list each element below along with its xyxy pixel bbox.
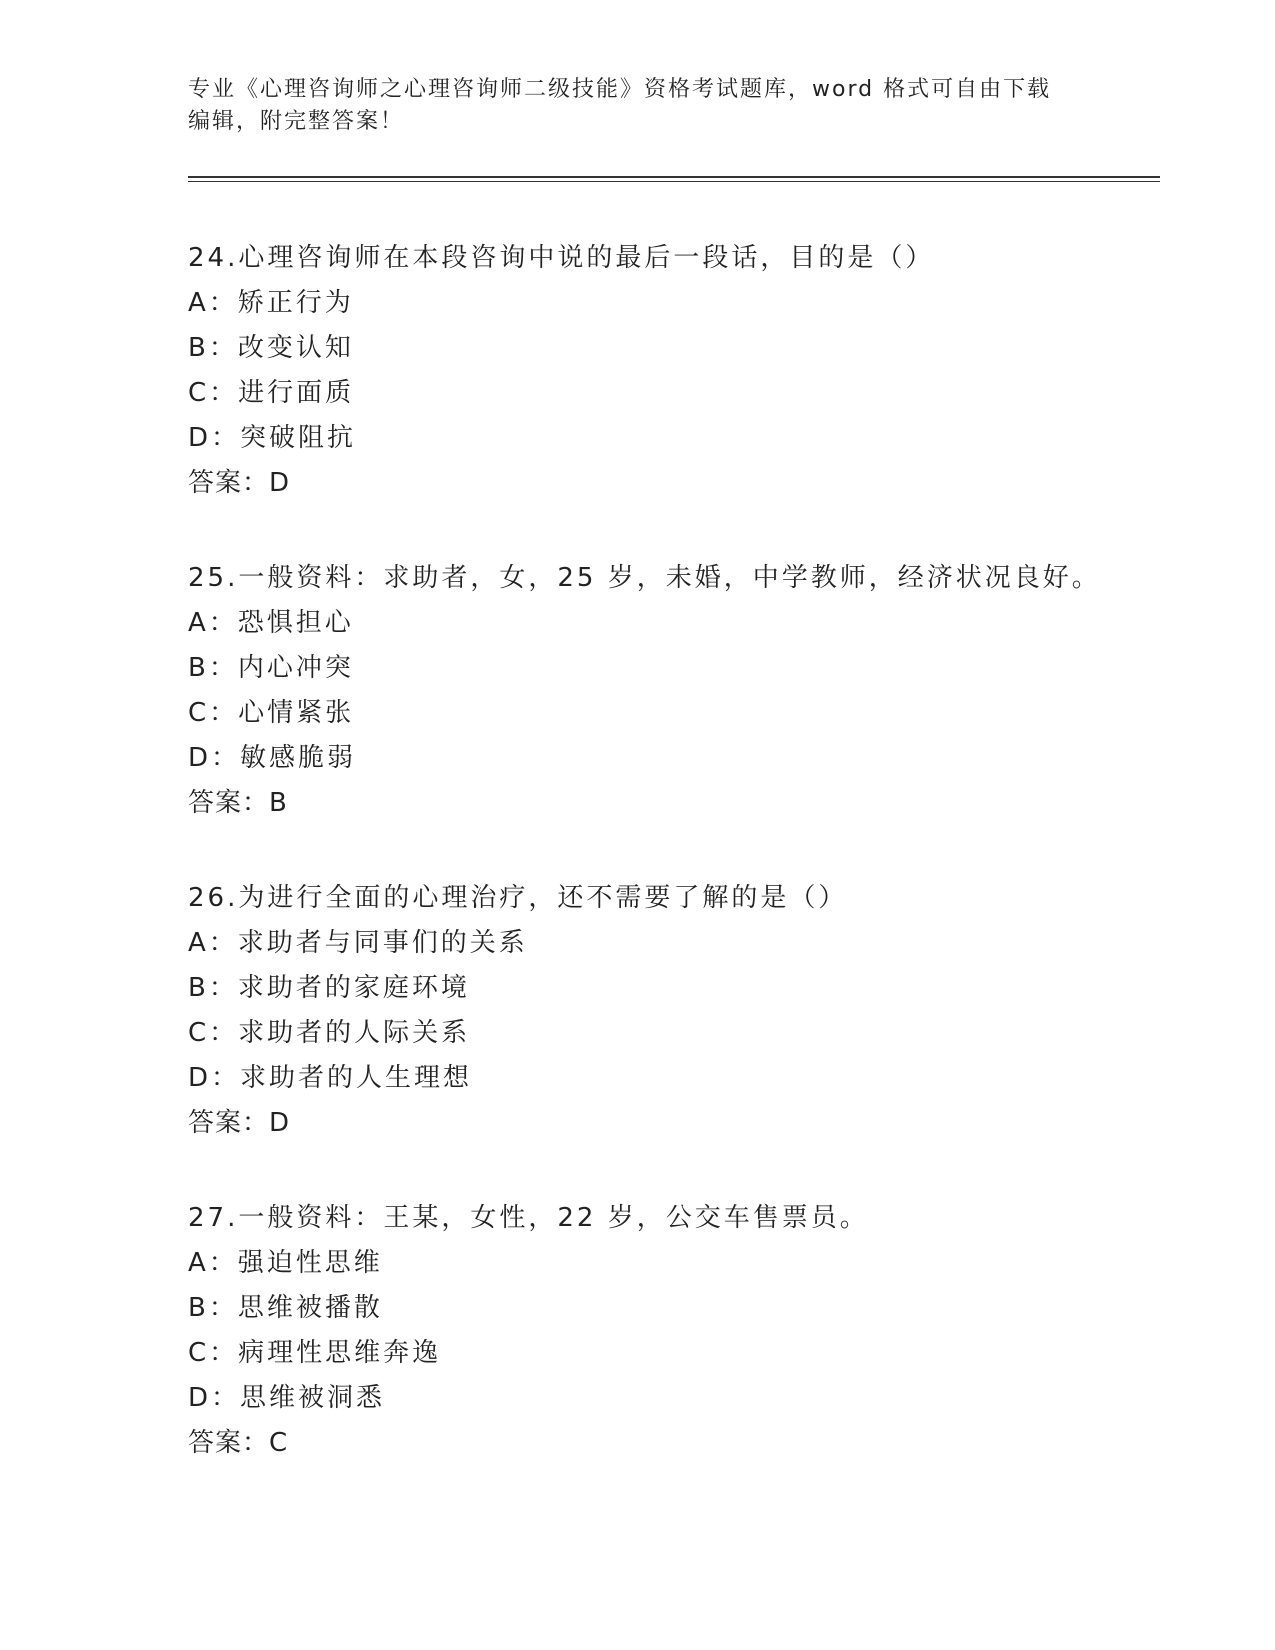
question-text: 24.心理咨询师在本段咨询中说的最后一段话，目的是（） — [188, 243, 935, 273]
question-text: 25.一般资料：求助者，女，25 岁，未婚，中学教师，经济状况良好。 — [188, 563, 1101, 593]
option-d: D：突破阻抗 — [188, 423, 357, 453]
question-text: 27.一般资料：王某，女性，22 岁，公交车售票员。 — [188, 1203, 869, 1233]
option-b: B：改变认知 — [188, 333, 354, 363]
answer: 答案：C — [188, 1428, 289, 1458]
option-a: A：强迫性思维 — [188, 1248, 383, 1278]
option-a: A：矫正行为 — [188, 288, 354, 318]
answer: 答案：B — [188, 788, 288, 818]
question-24 — [188, 236, 1148, 556]
question-25 — [188, 556, 1148, 876]
option-a: A：求助者与同事们的关系 — [188, 928, 528, 958]
option-c: C：心情紧张 — [188, 698, 355, 728]
question-text: 26.为进行全面的心理治疗，还不需要了解的是（） — [188, 883, 848, 913]
option-d: D：敏感脆弱 — [188, 743, 357, 773]
option-c: C：病理性思维奔逸 — [188, 1338, 442, 1368]
option-c: C：求助者的人际关系 — [188, 1018, 471, 1048]
option-a: A：恐惧担心 — [188, 608, 354, 638]
option-b: B：内心冲突 — [188, 653, 354, 683]
option-b: B：求助者的家庭环境 — [188, 973, 470, 1003]
header-line-1: 专业《心理咨询师之心理咨询师二级技能》资格考试题库，word 格式可自由下载 — [188, 77, 1052, 102]
answer: 答案：D — [188, 468, 291, 498]
header-line-2: 编辑，附完整答案！ — [188, 109, 405, 134]
option-c: C：进行面质 — [188, 378, 355, 408]
question-list — [188, 236, 1148, 1516]
question-26 — [188, 876, 1148, 1196]
document-header — [188, 74, 1088, 138]
header-divider-thin — [188, 181, 1160, 182]
option-b: B：思维被播散 — [188, 1293, 383, 1323]
answer: 答案：D — [188, 1108, 291, 1138]
question-27 — [188, 1196, 1148, 1516]
option-d: D：求助者的人生理想 — [188, 1063, 473, 1093]
option-d: D：思维被洞悉 — [188, 1383, 386, 1413]
header-divider-thick — [188, 176, 1160, 178]
